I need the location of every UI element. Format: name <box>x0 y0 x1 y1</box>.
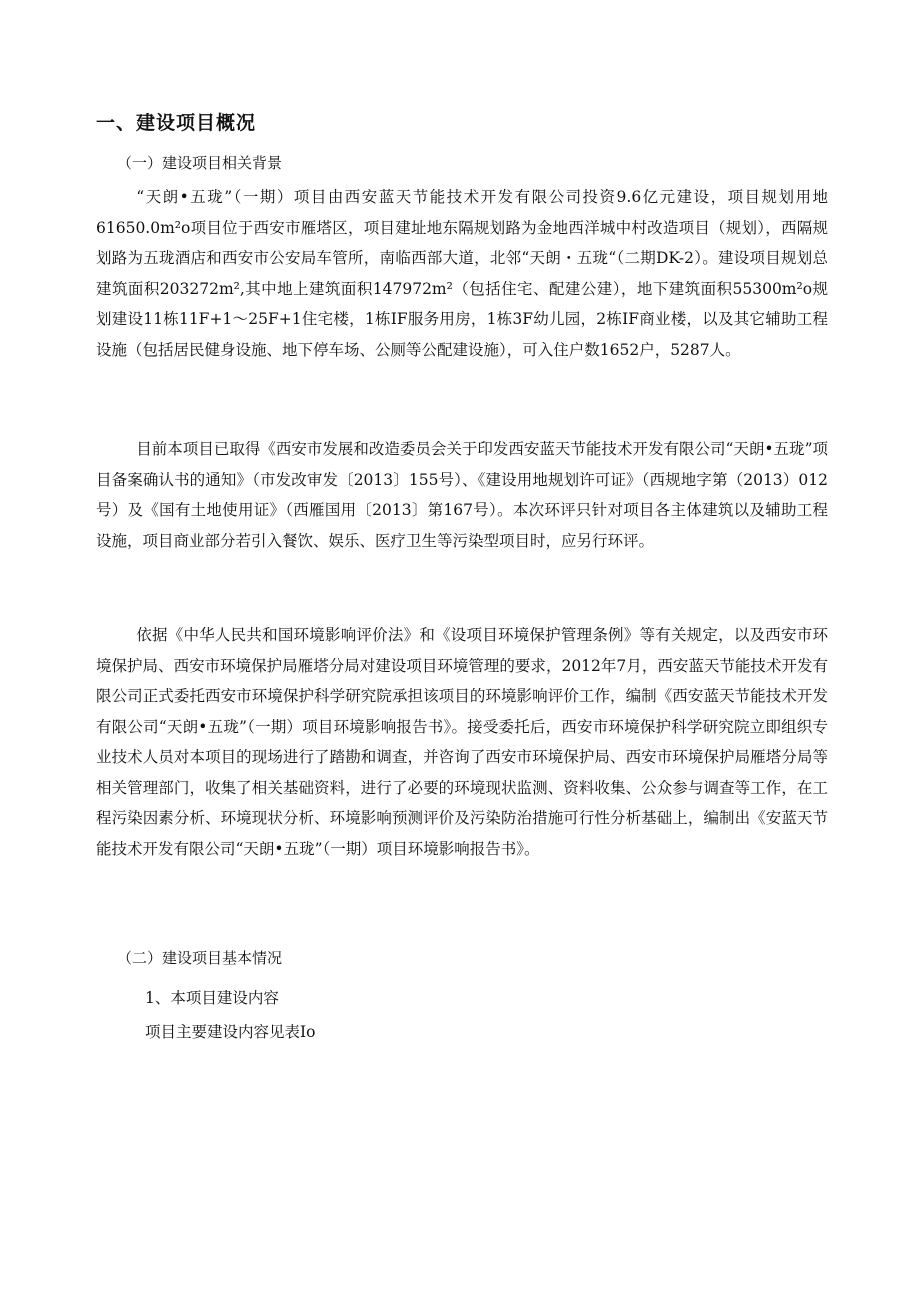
paragraph-legal-basis: 依据《中华人民共和国环境影响评价法》和《设项目环境保护管理条例》等有关规定，以及西安市环境保护局、西安市环境保护局雁塔分局对建设项目环境管理的要求，2012年7月，西安蓝天节能技术开发有限公司正式委托西安市环境保护科学研究院承担该项目的环境影响评价工作，编制《西安蓝天节能技术开发有限公司“天朗•五珑”（一期）项目环境影响报告书》。接受委托后，西安市环境保护科学研究院立即组织专业技术人员对本项目的现场进行了踏勘和调查，并咨询了西安市环境保护局、西安市环境保护局雁塔分局等相关管理部门，收集了相关基础资料，进行了必要的环境现状监测、资料收集、公众参与调查等工作，在工程污染因素分析、环境现状分析、环境影响预测评价及污染防治措施可行性分析基础上，编制出《安蓝天节能技术开发有限公司“天朗•五珑”（一期）项目环境影响报告书》。 <box>96 626 828 858</box>
item-heading-construction-content: 1、本项目建设内容 <box>145 989 279 1007</box>
subsection-heading-basic-info: （二）建设项目基本情况 <box>117 949 283 967</box>
table-reference-text: 项目主要建设内容见表Io <box>145 1023 316 1041</box>
paragraph-approvals: 目前本项目已取得《西安市发展和改造委员会关于印发西安蓝天节能技术开发有限公司“天朗•五珑”项目备案确认书的通知》（市发改审发〔2013〕155号）、《建设用地规划许可证》（西规地字第（2013）012号）及《国有土地使用证》（西雁国用〔2013〕第167号）。本次环评只针对项目各主体建筑以及辅助工程设施，项目商业部分若引入餐饮、娱乐、医疗卫生等污染型项目时，应另行环评。 <box>96 440 828 550</box>
paragraph-project-overview: “天朗•五珑”（一期）项目由西安蓝天节能技术开发有限公司投资9.6亿元建设，项目规划用地61650.0m²o项目位于西安市雁塔区，项目建址地东隔规划路为金地西洋城中村改造项目（规划），西隔规划路为五珑酒店和西安市公安局车管所，南临西部大道，北邻“天朗・五珑“（二期DK-2）。建设项目规划总建筑面积203272m²,其中地上建筑面积147972m²（包括住宅、配建公建），地下建筑面积55300m²o规划建设11栋11F+1～25F+1住宅楼，1栋IF服务用房，1栋3F幼儿园，2栋IF商业楼，以及其它辅助工程设施（包括居民健身设施、地下停车场、公厕等公配建设施），可入住户数1652户，5287人。 <box>96 188 828 359</box>
subsection-heading-background: （一）建设项目相关背景 <box>117 154 283 172</box>
section-heading: 一、建设项目概况 <box>96 112 257 134</box>
